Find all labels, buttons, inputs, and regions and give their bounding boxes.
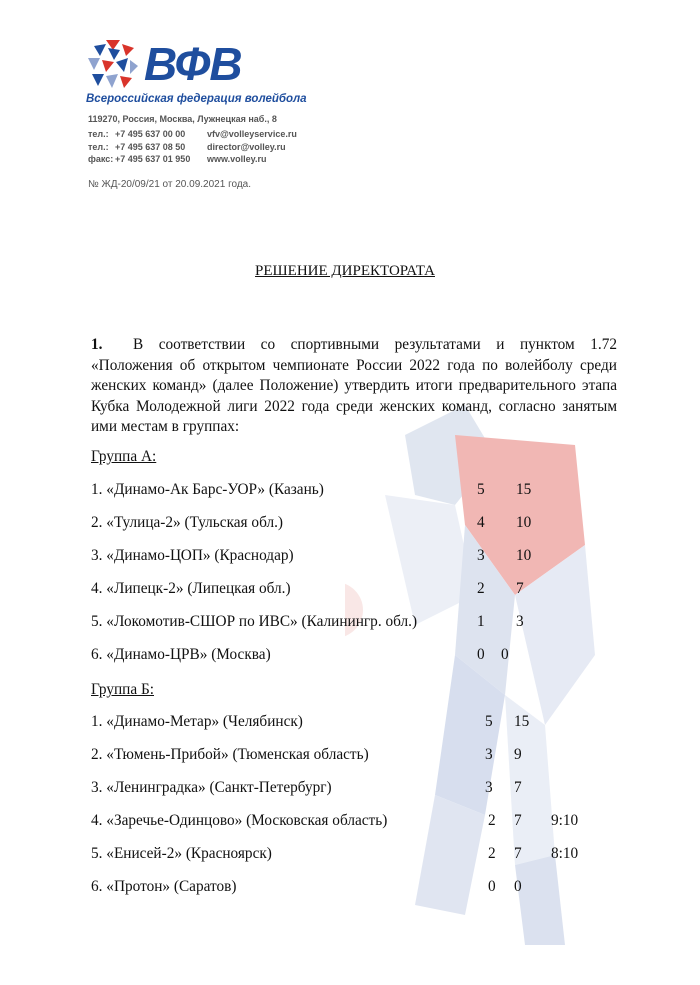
wins-value: 5 xyxy=(477,481,485,498)
points-value: 0 xyxy=(501,646,509,663)
table-row xyxy=(91,613,611,633)
table-row xyxy=(91,878,611,898)
logo-subtitle: Всероссийская федерация волейбола xyxy=(86,93,307,105)
contact-label: тел.: xyxy=(88,141,109,152)
points-value: 10 xyxy=(516,514,532,531)
group-a-title: Группа А: xyxy=(91,448,157,465)
wins-value: 0 xyxy=(488,878,496,895)
points-value: 15 xyxy=(516,481,532,498)
table-row xyxy=(91,746,611,766)
points-value: 7 xyxy=(514,779,522,796)
team-name: 4. «Липецк-2» (Липецкая обл.) xyxy=(91,580,291,597)
paragraph-text: В соответствии со спортивными результатами и пунктом 1.72 «Положения об открытом чемпионате России 2022 года по волейболу среди женских команд» (далее Положение) утвердить итоги предварительного этапа Кубка Молодежной лиги 2022 года среди женских команд, согласно занятым ими местам в группах: xyxy=(91,336,617,435)
address: 119270, Россия, Москва, Лужнецкая наб., 8 xyxy=(88,114,277,124)
wins-value: 3 xyxy=(485,746,493,763)
table-row xyxy=(91,779,611,799)
team-name: 3. «Ленинградка» (Санкт-Петербург) xyxy=(91,779,332,796)
table-row xyxy=(91,812,611,832)
table-row xyxy=(91,481,611,501)
wins-value: 3 xyxy=(477,547,485,564)
team-name: 2. «Тулица-2» (Тульская обл.) xyxy=(91,514,284,531)
volleyball-federation-emblem-icon xyxy=(86,38,140,92)
wins-value: 3 xyxy=(485,779,493,796)
team-name: 2. «Тюмень-Прибой» (Тюменская область) xyxy=(91,746,369,763)
wins-value: 2 xyxy=(488,845,496,862)
wins-value: 2 xyxy=(477,580,485,597)
points-value: 7 xyxy=(516,580,524,597)
document-number: № ЖД-20/09/21 от 20.09.2021 года. xyxy=(88,179,252,190)
email-link[interactable]: vfv@volleyservice.ru xyxy=(207,129,297,139)
team-name: 6. «Протон» (Саратов) xyxy=(91,878,237,895)
wins-value: 4 xyxy=(477,514,485,531)
team-name: 5. «Локомотив-СШОР по ИВС» (Калинингр. обл.) xyxy=(91,613,418,630)
table-row xyxy=(91,646,611,666)
volleyball-player-watermark xyxy=(345,395,605,955)
contact-row xyxy=(88,129,297,142)
group-b-title: Группа Б: xyxy=(91,681,154,698)
table-row xyxy=(91,580,611,600)
points-value: 3 xyxy=(516,613,524,630)
team-name: 4. «Заречье-Одинцово» (Московская область) xyxy=(91,812,388,829)
phone-number: +7 495 637 00 00 xyxy=(115,129,186,139)
set-ratio-value: 9:10 xyxy=(551,812,579,829)
contact-block xyxy=(88,114,297,167)
team-name: 5. «Енисей-2» (Красноярск) xyxy=(91,845,272,862)
vfv-logo xyxy=(86,38,307,108)
points-value: 0 xyxy=(514,878,522,895)
decision-paragraph xyxy=(91,335,617,438)
contact-label: факс: xyxy=(88,154,114,164)
contact-row xyxy=(88,142,297,155)
document-title: РЕШЕНИЕ ДИРЕКТОРАТА xyxy=(255,263,435,279)
team-name: 6. «Динамо-ЦРВ» (Москва) xyxy=(91,646,271,663)
contact-row xyxy=(88,154,297,167)
wins-value: 2 xyxy=(488,812,496,829)
email-link[interactable]: director@volley.ru xyxy=(207,141,286,152)
team-name: 3. «Динамо-ЦОП» (Краснодар) xyxy=(91,547,294,564)
wins-value: 5 xyxy=(485,713,493,730)
table-row xyxy=(91,547,611,567)
wins-value: 1 xyxy=(477,613,485,630)
points-value: 7 xyxy=(514,845,522,862)
table-row xyxy=(91,845,611,865)
table-row xyxy=(91,514,611,534)
phone-number: +7 495 637 08 50 xyxy=(115,141,186,152)
table-row xyxy=(91,713,611,733)
website-link[interactable]: www.volley.ru xyxy=(207,154,267,164)
set-ratio-value: 8:10 xyxy=(551,845,579,862)
points-value: 9 xyxy=(514,746,522,763)
points-value: 7 xyxy=(514,812,522,829)
fax-number: +7 495 637 01 950 xyxy=(115,154,191,164)
paragraph-number: 1. xyxy=(91,336,103,353)
wins-value: 0 xyxy=(477,646,485,663)
team-name: 1. «Динамо-Ак Барс-УОР» (Казань) xyxy=(91,481,324,498)
team-name: 1. «Динамо-Метар» (Челябинск) xyxy=(91,713,303,730)
logo-wordmark: ВФВ xyxy=(144,38,242,90)
contact-label: тел.: xyxy=(88,129,109,139)
points-value: 15 xyxy=(514,713,530,730)
points-value: 10 xyxy=(516,547,532,564)
